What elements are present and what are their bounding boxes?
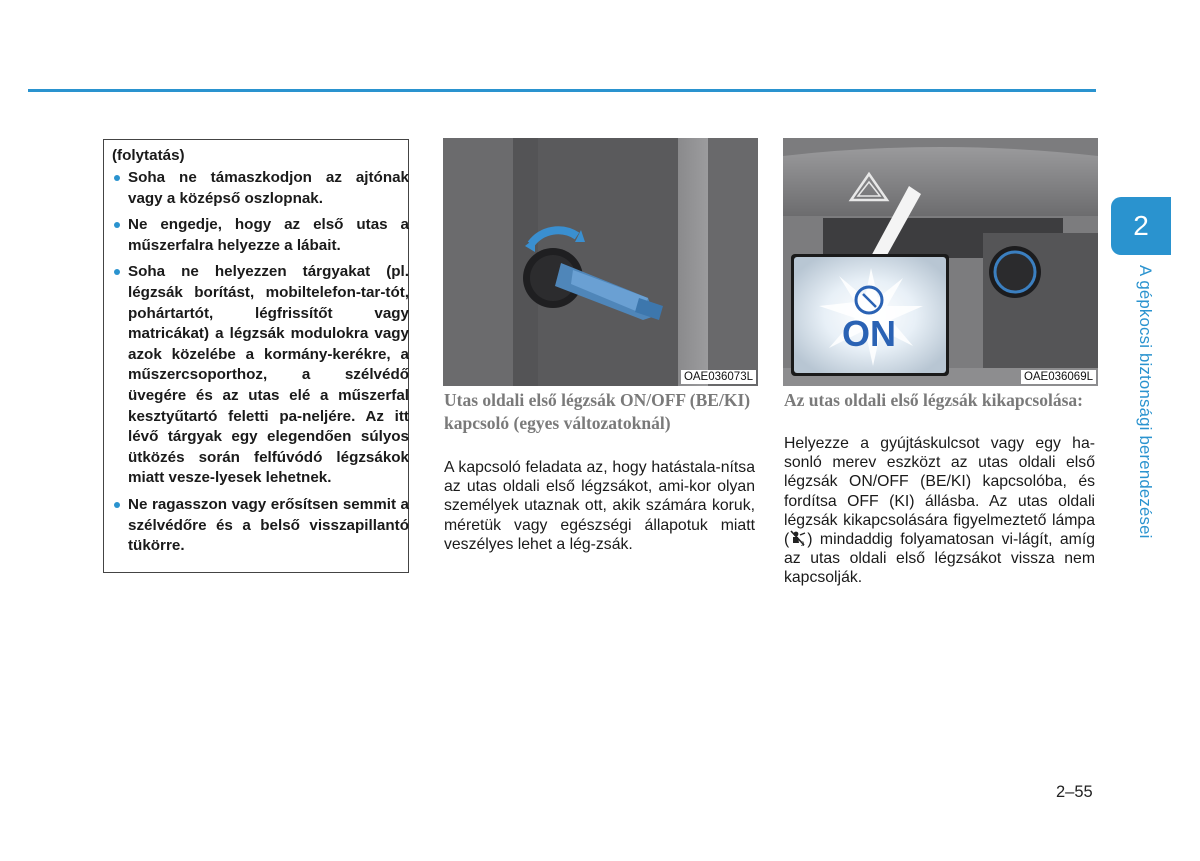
svg-text:2: 2 — [801, 542, 805, 548]
figure-code: OAE036073L — [681, 370, 756, 384]
bullet-icon — [114, 222, 120, 228]
warning-item-text: Ne engedje, hogy az első utas a műszerfalra helyezze a lábait. — [128, 216, 409, 254]
on-indicator-label: ON — [842, 313, 896, 354]
figure2-caption: Az utas oldali első légzsák kikapcsolása: — [784, 390, 1083, 410]
warning-box — [103, 139, 409, 573]
warning-item — [104, 495, 409, 557]
warning-item — [104, 215, 409, 256]
page-number: 2–55 — [1056, 783, 1093, 801]
airbag-off-lamp-icon — [789, 530, 807, 547]
warning-list — [104, 168, 408, 557]
warning-item-text: Soha ne támaszkodjon az ajtónak vagy a középső oszlopnak. — [128, 169, 409, 207]
figure2-body-after: ) mindaddig folyamatosan vi-lágít, amíg az utas oldali első légzsákot vissza nem kapcsolják. — [784, 531, 1095, 587]
chapter-number: 2 — [1133, 210, 1149, 241]
figure-code: OAE036069L — [1021, 370, 1096, 384]
warning-title: (folytatás) — [112, 147, 185, 164]
warning-item — [104, 168, 409, 209]
warning-item-text: Soha ne helyezzen tárgyakat (pl. légzsák borítást, mobiltelefon-tar-tót, pohártartót, légfrissítőt vagy matricákat) a légzsák modulokra vagy azok közelébe a kormány-kerékre, a műszercsoporthoz, a szélvédő üvegére és az utas elé a műszerfal kesztyűtartó feletti pa-neljére. Az itt lévő tárgyak egy elegendően súlyos ütközés során felfúvódó légzsákok miatt vesze-lyesek lehetnek. — [128, 263, 409, 487]
figure1-body: A kapcsoló feladata az, hogy hatástala-nítsa az utas oldali első légzsákot, ami-kor olyan személyek utaznak ott, akik számára koruk, méretük vagy egészségi állapotuk miatt veszélyes lehet a lég-zsák. — [444, 459, 755, 553]
figure1-caption: Utas oldali első légzsák ON/OFF (BE/KI) kapcsoló (egyes változatoknál) — [444, 390, 751, 433]
dashboard-illustration — [783, 138, 1098, 386]
figure-dashboard-indicator — [783, 138, 1098, 386]
bullet-icon — [114, 269, 120, 275]
key-switch-illustration — [443, 138, 758, 386]
figure-key-switch — [443, 138, 758, 386]
warning-item — [104, 262, 409, 489]
top-rule — [28, 89, 1096, 92]
bullet-icon — [114, 175, 120, 181]
warning-item-text: Ne ragasszon vagy erősítsen semmit a szélvédőre és a belső visszapillantó tükörre. — [128, 495, 409, 555]
figure2-body — [784, 434, 1095, 588]
chapter-tab — [1111, 197, 1171, 255]
figure2-body-before: Helyezze a gyújtáskulcsot vagy egy ha-sonló merev eszközt az utas oldali első légzsák ON/OFF (BE/KI) kapcsolóba, és fordítsa OFF (KI) állásba. Az utas oldali légzsák kikapcsolására figyelmeztető lámpa ( — [784, 435, 1095, 549]
chapter-title: A gépkocsi biztonsági berendezései — [1136, 265, 1155, 539]
bullet-icon — [114, 502, 120, 508]
